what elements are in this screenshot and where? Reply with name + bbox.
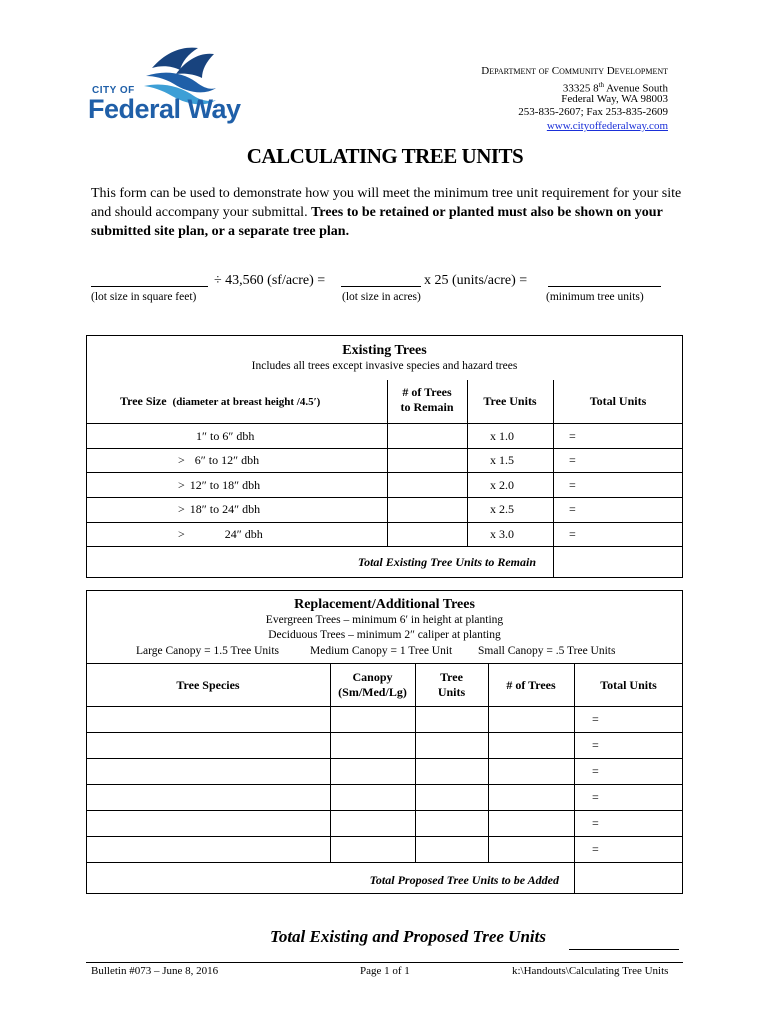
logo-federal-way: Federal Way bbox=[88, 94, 241, 124]
proposed-total-field[interactable] bbox=[575, 863, 682, 893]
footer-bulletin: Bulletin #073 – June 8, 2016 bbox=[91, 965, 219, 977]
existing-total-label: Total Existing Tree Units to Remain bbox=[357, 555, 536, 569]
equals-sign: = bbox=[592, 816, 599, 830]
col-total-units-rep: Total Units bbox=[600, 678, 657, 692]
multiplier: x 1.5 bbox=[490, 453, 514, 467]
canopy-small: Small Canopy = .5 Tree Units bbox=[478, 645, 616, 657]
footer-path: k:\Handouts\Calculating Tree Units bbox=[512, 965, 669, 977]
table-row: > 6″ to 12″ dbh bbox=[178, 453, 260, 467]
department-phone: 253-835-2607; Fax 253-835-2609 bbox=[518, 106, 668, 118]
replacement-deciduous: Deciduous Trees – minimum 2″ caliper at planting bbox=[268, 629, 501, 641]
existing-trees-subheading: Includes all trees except invasive species and hazard trees bbox=[251, 360, 518, 372]
canopy-large: Large Canopy = 1.5 Tree Units bbox=[136, 645, 279, 657]
replacement-evergreen: Evergreen Trees – minimum 6′ in height at planting bbox=[265, 614, 504, 626]
equals-sign: = bbox=[592, 712, 599, 726]
col-canopy: Canopy (Sm/Med/Lg) bbox=[338, 670, 407, 699]
department-address: 33325 8th Avenue South bbox=[562, 81, 668, 95]
col-tree-units-rep: Tree Units bbox=[437, 670, 466, 699]
multiplier: x 3.0 bbox=[490, 527, 514, 541]
col-trees-to-remain: # of Trees to Remain bbox=[400, 385, 454, 414]
equals-sign: = bbox=[592, 764, 599, 778]
grand-total-label: Total Existing and Proposed Tree Units bbox=[270, 927, 546, 946]
caption-min-units: (minimum tree units) bbox=[546, 291, 644, 303]
col-num-trees: # of Trees bbox=[506, 678, 556, 692]
replacement-heading: Replacement/Additional Trees bbox=[294, 597, 475, 612]
grand-total-field[interactable] bbox=[569, 937, 679, 950]
lot-size-sqft-field[interactable] bbox=[91, 274, 208, 287]
caption-lot-sqft: (lot size in square feet) bbox=[91, 291, 197, 303]
equals-sign: = bbox=[569, 478, 576, 492]
equals-sign: = bbox=[569, 429, 576, 443]
equals-sign: = bbox=[569, 527, 576, 541]
table-row: > 18″ to 24″ dbh bbox=[178, 502, 261, 516]
lot-size-acres-field[interactable] bbox=[341, 274, 421, 287]
equals-sign: = bbox=[569, 453, 576, 467]
col-tree-size: Tree Size (diameter at breast height /4.5′) bbox=[120, 394, 321, 408]
footer-page: Page 1 of 1 bbox=[360, 965, 410, 977]
equals-sign: = bbox=[592, 790, 599, 804]
formula-divide: ÷ 43,560 (sf/acre) = bbox=[214, 273, 326, 288]
multiplier: x 1.0 bbox=[490, 429, 514, 443]
logo-city-of: CITY OF bbox=[92, 85, 135, 96]
existing-total-field[interactable] bbox=[554, 547, 682, 577]
minimum-tree-units-field[interactable] bbox=[548, 274, 661, 287]
col-tree-species: Tree Species bbox=[176, 678, 240, 692]
department-title: Department of Community Development bbox=[481, 65, 668, 77]
existing-trees-heading: Existing Trees bbox=[342, 343, 427, 358]
department-website-link[interactable]: www.cityoffederalway.com bbox=[546, 120, 668, 132]
table-row: > 24″ dbh bbox=[178, 527, 263, 541]
department-city: Federal Way, WA 98003 bbox=[561, 93, 668, 105]
proposed-total-label: Total Proposed Tree Units to be Added bbox=[369, 873, 559, 887]
table-row: > 12″ to 18″ dbh bbox=[178, 478, 261, 492]
formula-multiply: x 25 (units/acre) = bbox=[424, 273, 528, 288]
equals-sign: = bbox=[592, 738, 599, 752]
page-title: CALCULATING TREE UNITS bbox=[246, 144, 524, 168]
col-total-units: Total Units bbox=[589, 394, 647, 408]
col-tree-units: Tree Units bbox=[483, 394, 537, 408]
intro-paragraph: This form can be used to demonstrate how you will meet the minimum tree unit requirement for your site and should accompany your submittal. Trees to be retained or planted must also be shown on your submitted site plan, or a separate tree plan. bbox=[91, 186, 682, 239]
caption-lot-acres: (lot size in acres) bbox=[342, 291, 421, 303]
equals-sign: = bbox=[569, 502, 576, 516]
canopy-medium: Medium Canopy = 1 Tree Unit bbox=[310, 645, 453, 657]
multiplier: x 2.0 bbox=[490, 478, 514, 492]
equals-sign: = bbox=[592, 842, 599, 856]
multiplier: x 2.5 bbox=[490, 502, 514, 516]
table-row: 1″ to 6″ dbh bbox=[196, 429, 255, 443]
